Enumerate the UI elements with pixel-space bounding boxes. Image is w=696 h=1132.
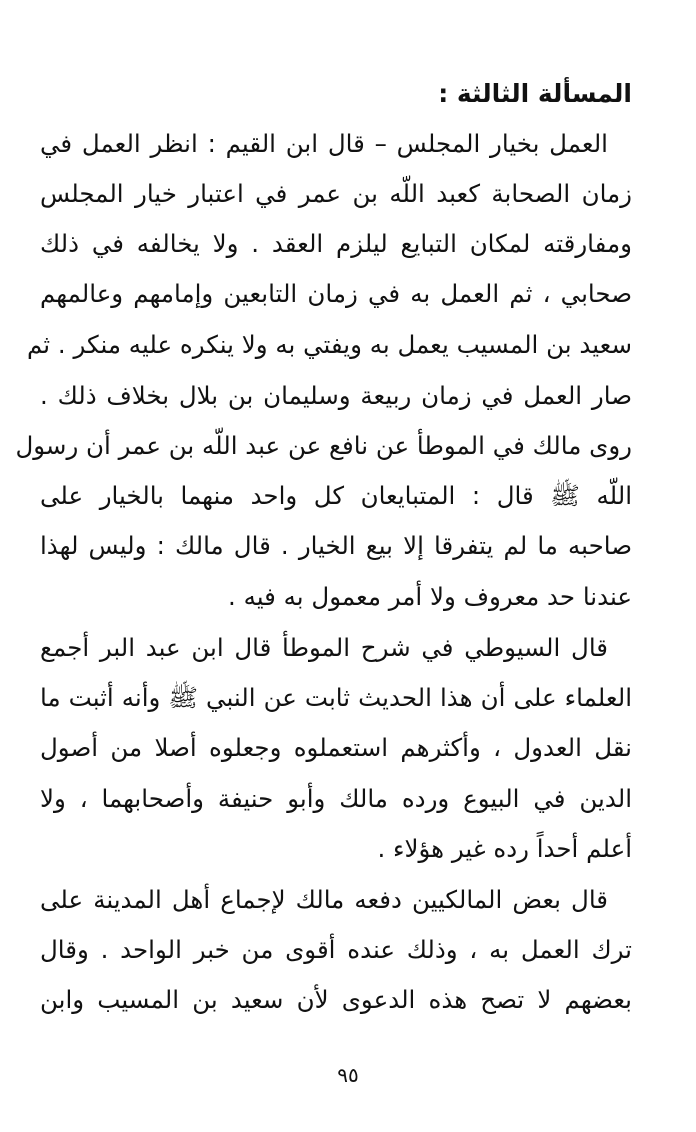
text-line: العمل بخيار المجلس – قال ابن القيم : انظر العمل في: [40, 129, 608, 158]
text-line: قال بعض المالكيين دفعه مالك لإجماع أهل المدينة على: [40, 885, 608, 914]
text-line: الدين في البيوع ورده مالك وأبو حنيفة وأصحابهما ، ولا: [40, 784, 632, 813]
text-line: زمان الصحابة كعبد اللّه بن عمر في اعتبار خيار المجلس: [40, 179, 632, 208]
text-line: العلماء على أن هذا الحديث ثابت عن النبي ﷺ وأنه أثبت ما: [40, 683, 632, 712]
text-line: صحابي ، ثم العمل به في زمان التابعين وإمامهم وعالمهم: [40, 279, 632, 308]
text-line: روى مالك في الموطأ عن نافع عن عبد اللّه بن عمر أن رسول: [15, 431, 632, 460]
text-line: نقل العدول ، وأكثرهم استعملوه وجعلوه أصلا من أصول: [40, 733, 632, 762]
text-line: صار العمل في زمان ربيعة وسليمان بن بلال بخلاف ذلك .: [40, 381, 632, 410]
text-line: اللّه ﷺ قال : المتبايعان كل واحد منهما بالخيار على: [40, 481, 632, 510]
text-line: بعضهم لا تصح هذه الدعوى لأن سعيد بن المسيب وابن: [40, 985, 632, 1014]
text-line: صاحبه ما لم يتفرقا إلا بيع الخيار . قال مالك : وليس لهذا: [40, 531, 632, 560]
text-line: عندنا حد معروف ولا أمر معمول به فيه .: [228, 582, 632, 611]
text-line: ترك العمل به ، وذلك عنده أقوى من خبر الواحد . وقال: [40, 935, 632, 964]
text-line: سعيد بن المسيب يعمل به ويفتي به ولا ينكره عليه منكر . ثم: [26, 330, 632, 359]
text-line: ومفارقته لمكان التبايع ليلزم العقد . ولا يخالفه في ذلك: [40, 229, 632, 258]
page-number: ٩٥: [337, 1063, 359, 1087]
section-heading: المسألة الثالثة :: [438, 79, 632, 108]
text-line: قال السيوطي في شرح الموطأ قال ابن عبد البر أجمع: [40, 633, 608, 662]
text-line: أعلم أحداً رده غير هؤلاء .: [377, 834, 632, 863]
